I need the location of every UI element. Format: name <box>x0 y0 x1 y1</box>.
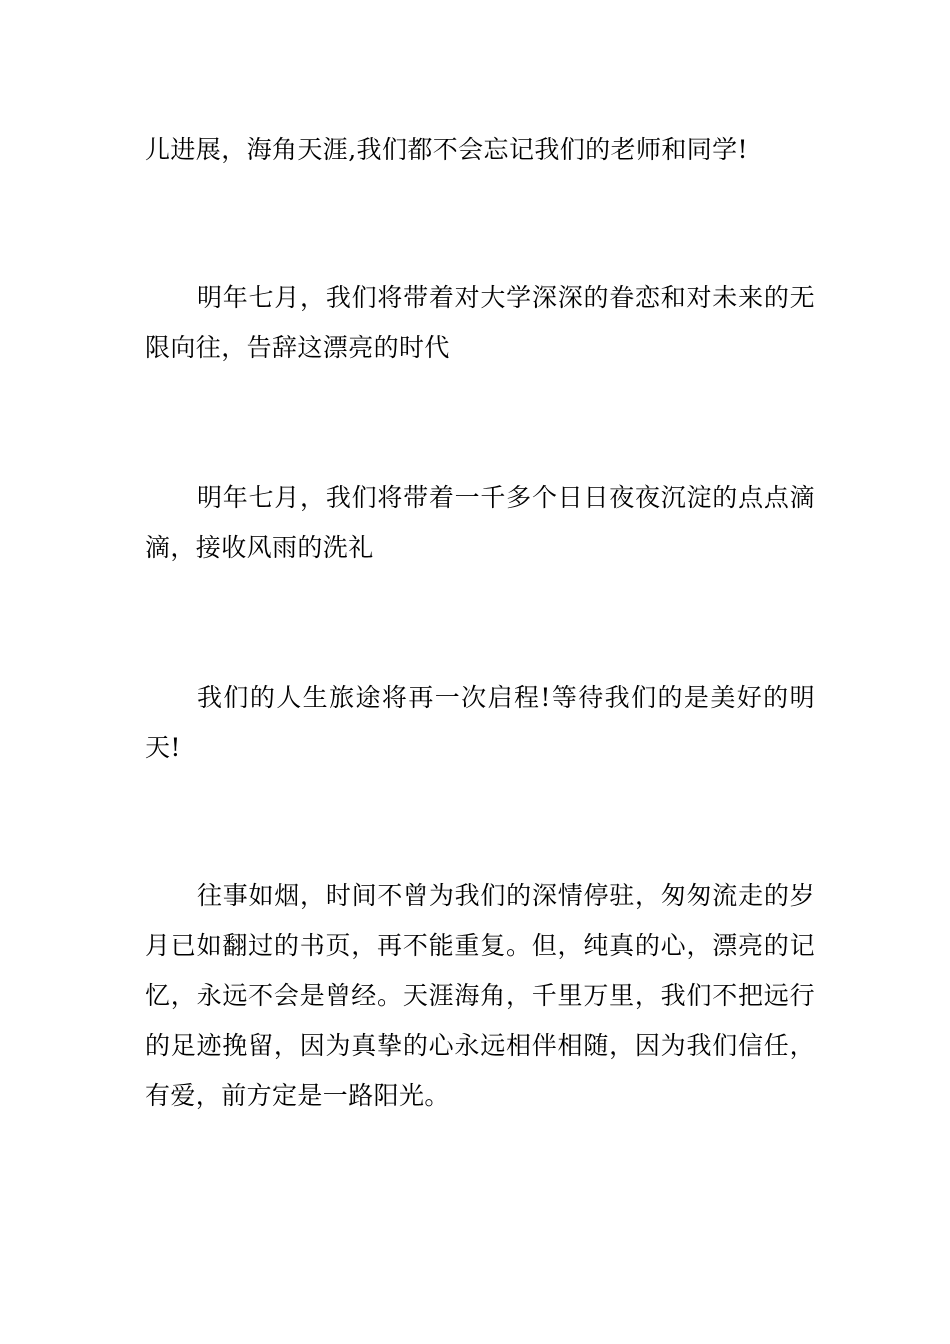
paragraph-1: 儿进展，海角天涯,我们都不会忘记我们的老师和同学! <box>145 135 748 164</box>
paragraph-5: 往事如烟，时间不曾为我们的深情停驻，匆匆流走的岁月已如翻过的书页，再不能重复。但，纯真的心，漂亮的记忆，永远不会是曾经。天涯海角，千里万里，我们不把远行的足迹挽留，因为真挚的心永远相伴相随，因为我们信任，有爱，前方定是一路阳光。 <box>145 881 815 1110</box>
paragraph-3: 明年七月，我们将带着一千多个日日夜夜沉淀的点点滴滴，接收风雨的洗礼 <box>145 483 815 562</box>
paragraph-2: 明年七月，我们将带着对大学深深的眷恋和对未来的无限向往，告辞这漂亮的时代 <box>145 283 815 362</box>
paragraph-4: 我们的人生旅途将再一次启程!等待我们的是美好的明天! <box>145 683 815 762</box>
